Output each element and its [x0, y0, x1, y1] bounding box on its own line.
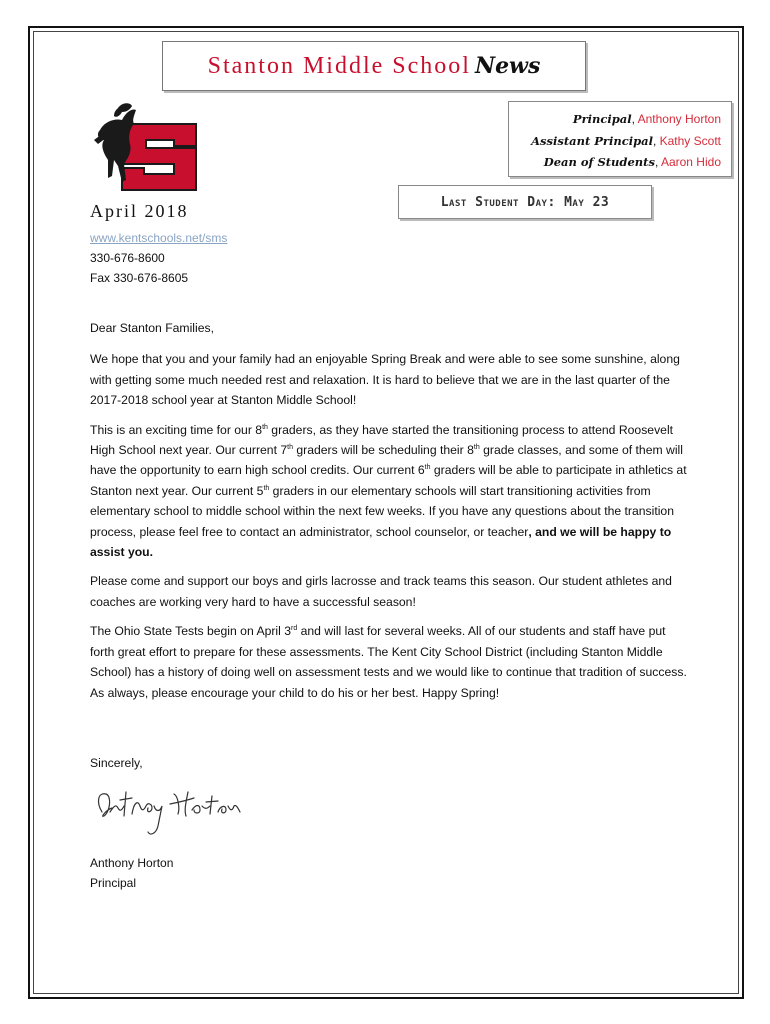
staff-role: Assistant Principal: [531, 133, 653, 148]
signer-block: [90, 853, 173, 893]
staff-name: Anthony Horton: [637, 112, 721, 126]
salutation: Dear Stanton Families,: [90, 321, 214, 335]
staff-line-principal: Principal, Anthony Horton: [572, 112, 721, 126]
staff-listing: [508, 101, 732, 177]
last-student-day-banner: Last Student Day: May 23: [398, 185, 652, 219]
paragraph-athletics: Please come and support our boys and girls lacrosse and track teams this season. Our student athletes and coaches are working very hard to have a successful season!: [90, 574, 672, 609]
fax-number: Fax 330-676-8605: [90, 271, 189, 285]
newsletter-title: Stanton Middle School: [207, 52, 471, 79]
letter-body: [90, 318, 690, 712]
signature-image: [88, 782, 258, 838]
paragraph-state-tests: The Ohio State Tests begin on April 3rd and will last for several weeks. All of our students and staff have put forth great effort to prepare for these assessments. The Kent City School District (including Stanton Middle School) has a history of doing well on assessment tests and we would like to continue that tradition of success. As always, please encourage your child to do his or her best. Happy Spring!: [90, 624, 687, 700]
contact-info: [90, 228, 227, 288]
staff-name: Kathy Scott: [659, 133, 721, 148]
staff-role: Dean of Students: [543, 155, 655, 169]
closing: Sincerely,: [90, 756, 143, 770]
newsletter-title-news: News: [474, 53, 541, 79]
phone-number: 330-676-8600: [90, 251, 165, 265]
newsletter-date: April 2018: [90, 201, 189, 221]
paragraph-transition: This is an exciting time for our 8th graders, as they have started the transitioning process to attend Roosevelt High School next year. Our current 7th graders will be scheduling their 8th grade classes, and some of them will have the opportunity to earn high school credits. Our current 6th graders will be able to participate in athletics at Stanton next year. Our current 5th graders in our elementary schools will start transitioning activities from elementary school to middle school within the next few weeks. If you have any questions about the transition process, please feel free to contact an administrator, school counselor, or teacher, and we will be happy to assist you.: [90, 422, 687, 560]
newsletter-title-box: [162, 41, 586, 91]
website-link[interactable]: www.kentschools.net/sms: [90, 231, 228, 245]
staff-line-dean: Dean of Students, Aaron Hido: [543, 155, 721, 169]
school-logo-icon: [92, 100, 204, 192]
staff-role: Principal: [572, 112, 632, 126]
signer-name: Anthony Horton: [90, 856, 174, 870]
signer-title: Principal: [90, 876, 137, 890]
paragraph-spring-break: We hope that you and your family had an enjoyable Spring Break and were able to see some sunshine, along with getting some much needed rest and relaxation. It is hard to believe that we are in the last quarter of the 2017-2018 school year at Stanton Middle School!: [90, 352, 680, 408]
staff-name: Aaron Hido: [660, 155, 721, 169]
logo-letter-s: [122, 124, 196, 190]
staff-line-assistant-principal: Assistant Principal, Kathy Scott: [531, 133, 721, 148]
